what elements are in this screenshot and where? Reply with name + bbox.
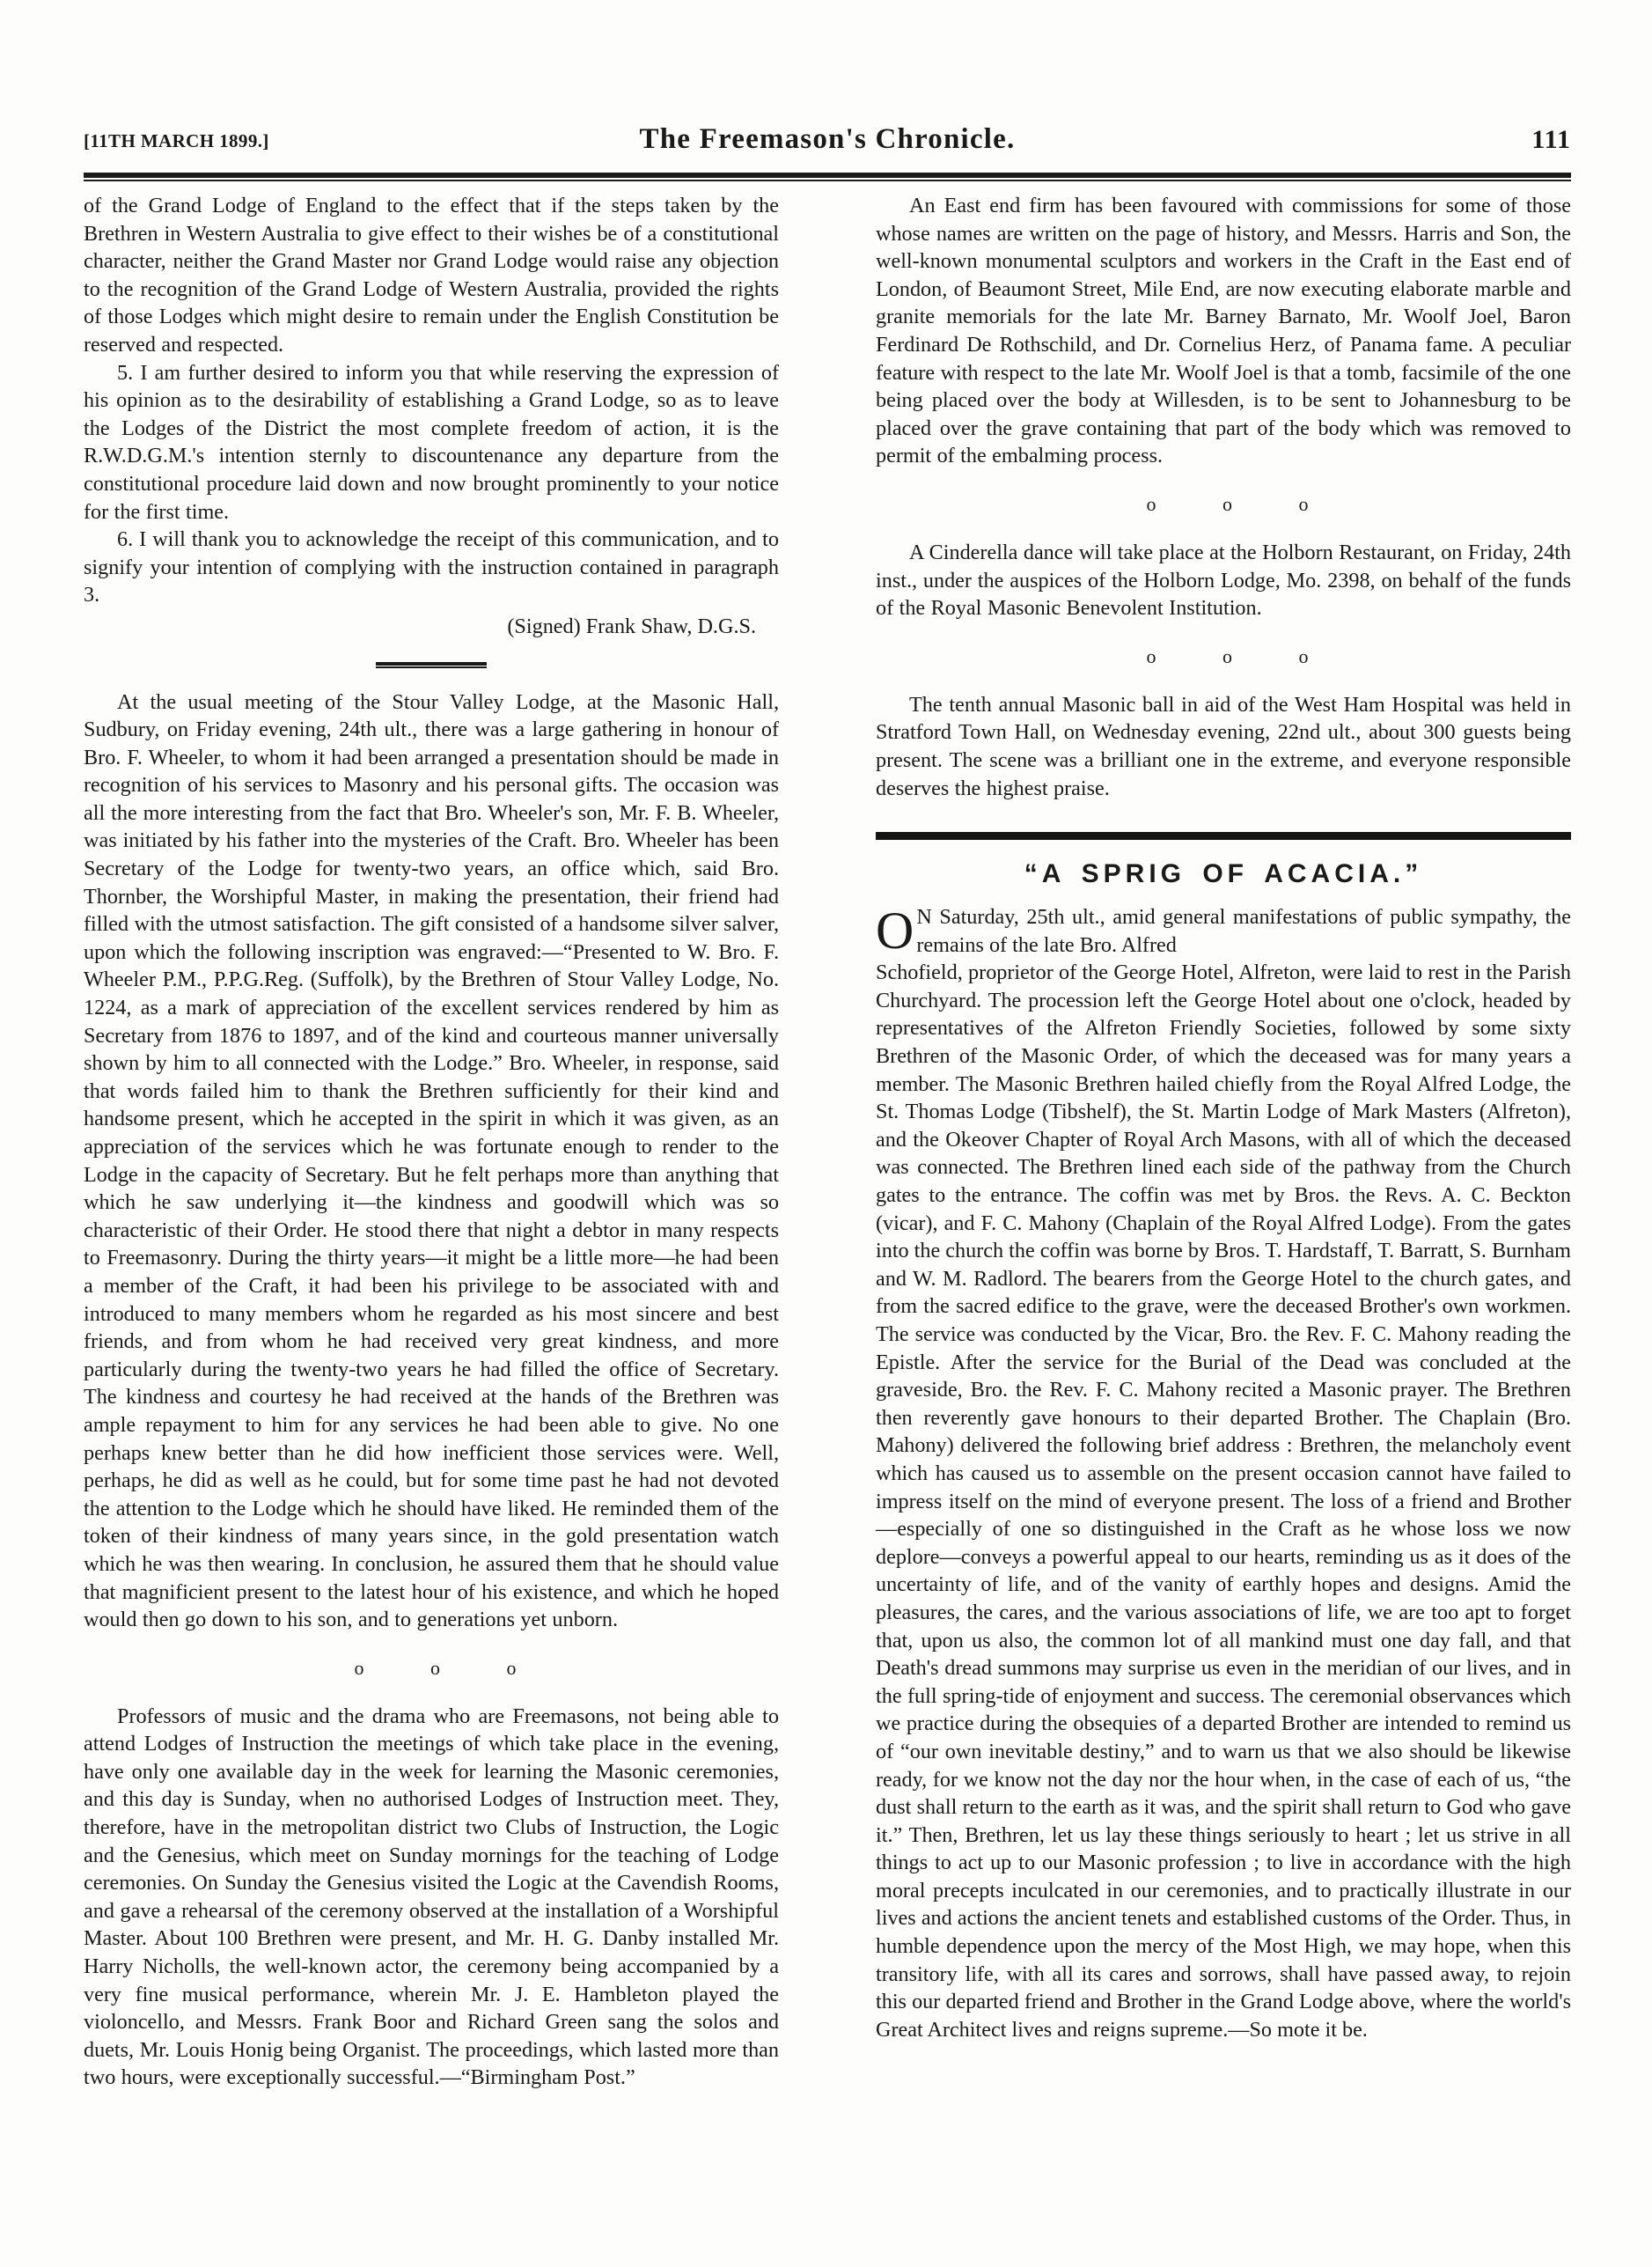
two-column-layout: [84, 192, 1571, 2234]
acacia-body-paragraph: Schofield, proprietor of the George Hotel, Alfreton, were laid to rest in the Parish Churchyard. The procession left the George Hotel about one o'clock, headed by representatives of the Alfreton Friendly Societies, followed by some sixty Brethren of the Masonic Order, of which the deceased was for many years a member. The Masonic Brethren hailed chiefly from the Royal Alfred Lodge, the St. Thomas Lodge (Tibshelf), the St. Martin Lodge of Mark Masters (Alfreton), and the Okeover Chapter of Royal Arch Masons, with all of which the deceased was connected. The Brethren lined each side of the pathway from the Church gates to the entrance. The coffin was met by Bros. the Revs. A. C. Beckton (vicar), and F. C. Mahony (Chaplain of the Royal Alfred Lodge). From the gates into the church the coffin was borne by Bros. T. Hardstaff, T. Barratt, S. Burnham and W. M. Radlord. The bearers from the George Hotel to the church gates, and from the sacred edifice to the grave, were the deceased Brother's own workmen. The service was conducted by the Vicar, Bro. the Rev. F. C. Mahony reading the Epistle. After the service for the Burial of the Dead was concluded at the graveside, Bro. the Rev. F. C. Mahony recited a Masonic prayer. The Brethren then reverently gave honours to their departed Brother. The Chaplain (Bro. Mahony) delivered the following brief address : Brethren, the melancholy event which has caused us to assemble on the present occasion cannot have failed to impress itself on the mind of everyone present. The loss of a friend and Brother—especially of one so distinguished in the Craft as he whose loss we now deplore—conveys a powerful appeal to our hearts, reminding us as it does of the uncertainty of life, and of the vanity of earthly hopes and designs. Amid the pleasures, the cares, and the various associations of life, we are too apt to forget that, upon us also, the common lot of all mankind must one day fall, and that Death's dread summons may surprise us even in the meridian of our lives, and in the full spring-tide of enjoyment and success. The ceremonial observances which we practice during the obsequies of a departed Brother are intended to remind us of “our own inevitable destiny,” and to warn us that we also should be likewise ready, for we know not the day nor the hour when, in the case of each of us, “the dust shall return to the earth as it was, and the spirit shall return to God who gave it.” Then, Brethren, let us lay these things seriously to heart ; let us strive in all things to act up to our Masonic profession ; to live in accordance with the high moral precepts inculcated in our ceremonies, and to practically illustrate in our lives and actions the ancient tenets and established customs of the Order. Thus, in humble dependence upon the mercy of the Most High, we may hope, when this transitory life, with all its cares and sorrows, shall have passed away, to rejoin this our departed friend and Brother in the Grand Lodge above, where the world's Great Architect lives and reigns supreme.—So mote it be.: [876, 961, 1571, 2042]
publication-title: The Freemason's Chronicle.: [639, 123, 1016, 155]
right-column: [876, 192, 1571, 2234]
masthead-divider-rule: [84, 173, 1571, 178]
page-masthead: [84, 123, 1571, 169]
drop-cap-letter: O: [876, 902, 914, 961]
letter-clause-6-paragraph: 6. I will thank you to acknowledge the receipt of this communication, and to signify your intention of complying with the instruction contained in paragraph 3.: [84, 527, 779, 607]
ornament-glyph: o: [430, 1656, 441, 1679]
ornament-glyph: o: [1146, 492, 1157, 515]
ornament-glyph: o: [1298, 492, 1310, 515]
east-end-firm-paragraph: An East end firm has been favoured with commissions for some of those whose names are written on the page of history, and Messrs. Harris and Son, the well-known monumental sculptors and workers in the Craft in the East end of London, of Beaumont Street, Mile End, are now executing elaborate marble and granite memorials for the late Mr. Barney Barnato, Mr. Woolf Joel, Baron Ferdinard De Rothschild, and Dr. Cornelius Herz, of Panama fame. A peculiar feature with respect to the late Mr. Woolf Joel is that a tomb, facsimile of the one being placed over the body at Willesden, is to be sent to Johannesburg to be placed over the grave containing that part of the body which was removed to permit of the embalming process.: [876, 194, 1571, 468]
ornament-glyph: o: [506, 1656, 518, 1679]
letter-continuation-paragraph: of the Grand Lodge of England to the effect that if the steps taken by the Brethren in Western Australia to give effect to their wishes be of a constitutional character, neither the Grand Master nor Grand Lodge would raise any objection to the recognition of the Grand Lodge of Western Australia, provided the rights of those Lodges which might desire to remain under the English Constitution be reserved and respected.: [84, 194, 779, 357]
ornament-glyph: o: [1222, 644, 1233, 667]
letter-signature: (Signed) Frank Shaw, D.G.S.: [507, 614, 756, 638]
section-divider-rule: [376, 662, 487, 666]
letter-clause-5-paragraph: 5. I am further desired to inform you that while reserving the expression of his opinion as to the desirability of establishing a Grand Lodge, so as to leave the Lodges of the District the most complete freedom of action, it is the R.W.D.G.M.'s intention sternly to discountenance any departure from the constitutional procedure laid down and now brought prominently to your notice for the first time.: [84, 360, 779, 524]
left-column: [84, 192, 779, 2234]
ornament-separator-right-2: [876, 642, 1571, 672]
acacia-first-lines: N Saturday, 25th ult., amid general manifestations of public sympathy, the remains of the late Bro. Alfred: [916, 905, 1571, 957]
issue-date: [11TH MARCH 1899.]: [84, 130, 269, 151]
ornament-separator-right-1: [876, 489, 1571, 519]
acacia-opening-block: [876, 903, 1571, 959]
ornament-glyph: o: [1146, 644, 1157, 667]
section-heading-sprig-of-acacia: “A SPRIG OF ACACIA.”: [1024, 859, 1423, 889]
professors-of-music-paragraph: Professors of music and the drama who are Freemasons, not being able to attend Lodges of Instruction the meetings of which take place in the evening, have only one available day in the week for learning the Masonic ceremonies, and this day is Sunday, when no authorised Lodges of Instruction meet. They, therefore, have in the metropolitan district two Clubs of Instruction, the Logic and the Genesius, which meet on Sunday mornings for the teaching of Lodge ceremonies. On Sunday the Genesius visited the Logic at the Cavendish Rooms, and gave a rehearsal of the ceremony observed at the installation of a Worshipful Master. About 100 Brethren were present, and Mr. H. G. Danby installed Mr. Harry Nicholls, the well-known actor, the ceremony being accompanied by a very fine musical performance, wherein Mr. J. E. Hambleton played the violoncello, and Messrs. Frank Boor and Richard Green sang the solos and duets, Mr. Louis Honig being Organist. The proceedings, which lasted more than two hours, were exceptionally successful.—“Birmingham Post.”: [84, 1704, 779, 2090]
heavy-section-rule: [876, 832, 1571, 840]
masonic-ball-paragraph: The tenth annual Masonic ball in aid of the West Ham Hospital was held in Stratford Town Hall, on Wednesday evening, 22nd ult., about 300 guests being present. The scene was a brilliant one in the extreme, and everyone responsible deserves the highest praise.: [876, 692, 1571, 800]
acacia-opening-paragraph: [876, 903, 1571, 959]
ornament-glyph: o: [1298, 644, 1310, 667]
ornament-glyph: o: [354, 1656, 365, 1679]
ornament-glyph: o: [1222, 492, 1233, 515]
page-number: 111: [1531, 125, 1571, 154]
ornament-separator-left: [84, 1653, 779, 1683]
stour-valley-lodge-report: At the usual meeting of the Stour Valley Lodge, at the Masonic Hall, Sudbury, on Friday evening, 24th ult., there was a large gathering in honour of Bro. F. Wheeler, to whom it had been arranged a presentation should be made in recognition of his services to Masonry and his personal gifts. The occasion was all the more interesting from the fact that Bro. Wheeler's son, Mr. F. B. Wheeler, was initiated by his father into the mysteries of the Craft. Bro. Wheeler has been Secretary of the Lodge for twenty-two years, an office which, said Bro. Thornber, the Worshipful Master, in making the presentation, their friend had filled with the utmost satisfaction. The gift consisted of a handsome silver salver, upon which the following inscription was engraved:—“Presented to W. Bro. F. Wheeler P.M., P.P.G.Reg. (Suffolk), by the Brethren of Stour Valley Lodge, No. 1224, as a mark of appreciation of the excellent services rendered by him as Secretary from 1876 to 1897, and of the kind and courteous manner universally shown by him to all connected with the Lodge.” Bro. Wheeler, in response, said that words failed him to thank the Brethren sufficiently for their kind and handsome present, which he accepted in the spirit in which it was given, as an appreciation of the services which he was fortunate enough to render to the Lodge in the capacity of Secretary. But he felt perhaps more than anything that which he saw underlying it—the kindness and goodwill which was so characteristic of their Order. He stood there that night a debtor in many respects to Freemasonry. During the thirty years—it might be a little more—he had been a member of the Craft, it had been his privilege to be associated with and introduced to many members whom he regarded as his most sincere and best friends, and from whom he had received very great kindness, and more particularly during the twenty-two years he had filled the office of Secretary. The kindness and courtesy he had received at the hands of the Brethren was ample repayment to him for any services he had been able to give. No one perhaps knew better than he did how inefficient those services were. Well, perhaps, he did as well as he could, but for some time past he had not devoted the attention to the Lodge which he should have liked. He reminded them of the token of their kindness of many years since, in the gold presentation watch which he was then wearing. In conclusion, he assured them that he should value that magnificient present to the latest hour of his existence, and which he hoped would then go down to his son, and to generations yet unborn.: [84, 689, 779, 1632]
cinderella-dance-paragraph: A Cinderella dance will take place at the Holborn Restaurant, on Friday, 24th inst., under the auspices of the Holborn Lodge, Mo. 2398, on behalf of the funds of the Royal Masonic Benevolent Institution.: [876, 540, 1571, 621]
